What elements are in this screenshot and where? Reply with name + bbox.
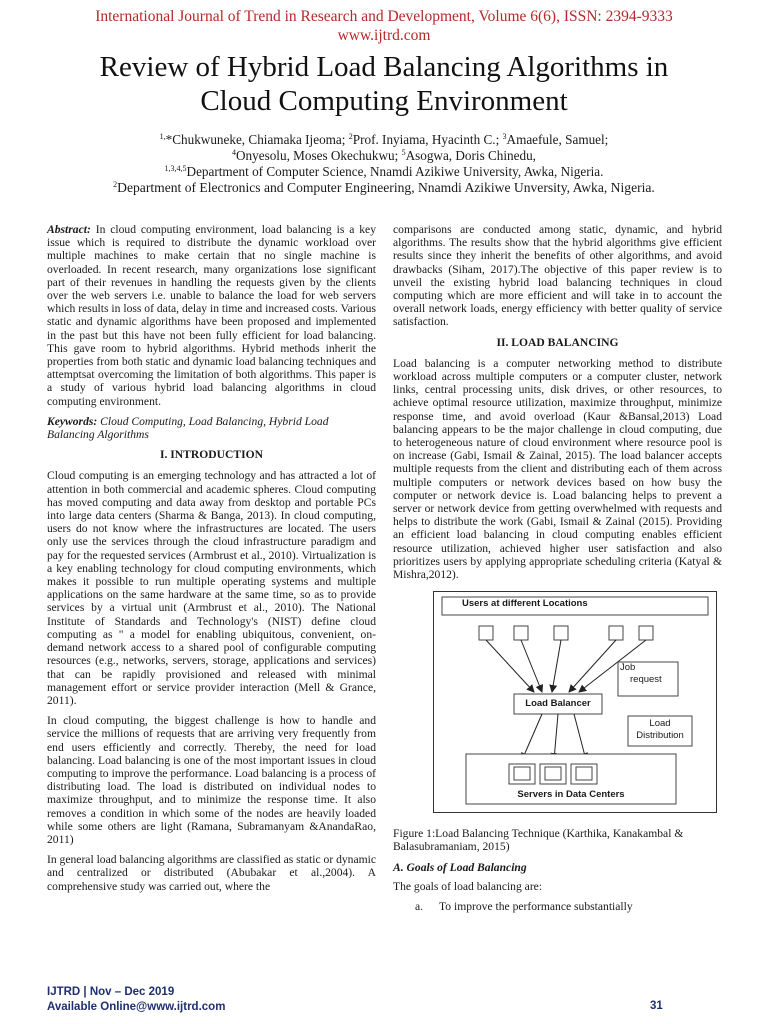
affiliation-2: $^2$Department of Electronics and Computer Engineering, Nnamdi Azikiwe Unversity, Awka, Nigeria. <box>113 180 655 195</box>
distribution-arrow <box>554 714 558 760</box>
users-label: Users at different Locations <box>462 598 588 610</box>
user-node <box>554 626 568 640</box>
servers-label: Servers in Data Centers <box>517 789 625 801</box>
title-line-1: Review of Hybrid Load Balancing Algorithms in <box>99 51 669 83</box>
intro-paragraph-1: Cloud computing is an emerging technology and has attracted a lot of attention in both commercial and academic spheres. Cloud computing has moved computing and data away from desktop and portable PCs into large data centers (Sharma & Banga, 2013). In cloud computing, users do not know where the infrastructures are located. The users only use the services through the cloud infrastructure paradigm and pay for the requested services (Armbrust et al., 2010). Virtualization is a key enabling technology for cloud computing environments, which makes it possible to run multiple operating systems and multiple applications on the same hardware at the same time, so as to provide services by a virtual unit (Armbrust et al., 2010). The National Institute of Standards and Technology's (NIST) define cloud computing as " a model for enabling ubiquitous, convenient, on-demand network access to a shared pool of configurable computing resources (e.g., networks, servers, storage, applications and services) that can be rapidly provisioned and released with minimal management effort or service provider interaction (Mell & Grance, 2011). <box>47 469 376 707</box>
load-distribution-label: Load Distribution <box>636 718 684 742</box>
title-line-2: Cloud Computing Environment <box>200 85 568 117</box>
footer-issue: IJTRD | Nov – Dec 2019 <box>47 986 175 998</box>
user-node <box>639 626 653 640</box>
load-balancer-label: Load Balancer <box>525 698 591 710</box>
user-node <box>514 626 528 640</box>
user-node <box>609 626 623 640</box>
section-heading-introduction: I. INTRODUCTION <box>159 448 264 462</box>
request-arrow <box>521 640 542 692</box>
request-arrow <box>569 640 616 692</box>
intro-paragraph-continued: comparisons are conducted among static, dynamic, and hybrid algorithms. The results show that the hybrid algorithms give efficient results since they inherit the benefits of other algorithms, and avoid drawbacks (Siham, 2017).The objective of this paper review is to unveil the existing hybrid load balancing techniques in cloud computing which are more efficient and will take in to account the overall network loads, energy efficiency with better quality of service satisfaction. <box>393 223 722 329</box>
page-number: 31 <box>650 1000 663 1012</box>
left-column <box>47 223 376 900</box>
distribution-arrow <box>574 714 586 760</box>
intro-paragraph-2: In cloud computing, the biggest challenge is how to handle and service the millions of requests that are arriving very frequently from end users efficiently and correctly. Thereby, the need for load balancing. Load balancing is one of the most important issues in cloud computing to improve the performance. Load balancing is a process of distributing load. The load is distributed on individual nodes to maximize throughput, and to minimize the response time. It also removes a condition in which some of the nodes are heavily loaded while some others are light (Ramana, Subramanyam &AnandaRao, 2011) <box>47 714 376 846</box>
author-block <box>0 132 768 196</box>
load-balancing-paragraph: Load balancing is a computer networking method to distribute workload across multiple computers or a computer cluster, network links, central processing units, disk drives, or other resources, to achieve optimal resource utilization, maximize throughput, minimize response time, and avoid overload (Kaur &Bansal,2013) Load balancing appears to be the major challenge in cloud computing, due to heterogeneous nature of cloud environment where resource pool is on increase (Gabi, Ismail & Zainal, 2015). The load balancer accepts multiple requests from the client and distributing each of them across multiple computers or network devices based on how busy the computer or network device is. Load balancing helps to prevent a server or network device from getting overwhelmed with requests and helps to distribute the work (Gabi, Ismail & Zainal (2015). Providing an efficient load balancing in cloud computing enables efficient resource utilization, achieved higher user satisfaction and also prioritizes users by applying appropriate scheduling criteria (Katyal & Mishra,2012). <box>393 356 722 582</box>
request-arrow <box>552 640 561 692</box>
request-arrow <box>486 640 534 692</box>
journal-header: International Journal of Trend in Research and Development, Volume 6(6), ISSN: 2394-9333 <box>95 8 673 25</box>
section-heading-load-balancing: II. LOAD BALANCING <box>496 335 619 349</box>
load-balancing-figure <box>433 591 717 813</box>
user-node <box>479 626 493 640</box>
job-request-label: Job request <box>620 662 662 686</box>
affiliation-1: $^{1,3,4,5}$Department of Computer Science, Nnamdi Azikiwe University, Awka, Nigeria. <box>164 164 604 179</box>
goal-list-item: a. To improve the performance substantially <box>415 900 633 914</box>
footer-online[interactable]: Available Online@www.ijtrd.com <box>47 1001 226 1013</box>
figure-caption: Figure 1:Load Balancing Technique (Karthika, Kanakambal & Balasubramaniam, 2015) <box>393 827 684 854</box>
abstract: Abstract: In cloud computing environment, load balancing is a key issue which is required to distribute the dynamic workload over multiple machines to make certain that no single machine is overloaded. In recent research, many organizations lose significant part of their revenues in handling the requests given by the clients over the web servers i.e. unable to balance the load for web servers which results in loss of data, delay in time and increased costs. Various static and dynamic algorithms have been proposed and implemented in the past but this have not been fully efficient for load balancing. This gave room to hybrid algorithms. Hybrid methods inherit the properties from both static and dynamic load balancing techniques and attemptsat overcoming the limitation of both algorithms. This paper is a study of various hybrid load balancing algorithms in cloud computing environment. <box>47 223 376 408</box>
right-column <box>393 223 722 913</box>
author-line-2: $^4$Onyesolu, Moses Okechukwu; $^5$Asogwa, Doris Chinedu, <box>232 148 536 163</box>
distribution-arrow <box>522 714 542 760</box>
footer <box>47 985 225 1015</box>
author-line-1: $^{1,}$*Chukwuneke, Chiamaka Ijeoma; $^2$Prof. Inyiama, Hyacinth C.; $^3$Amaefule, Samuel; <box>159 132 609 147</box>
subsection-heading-goals: A. Goals of Load Balancing <box>393 860 527 874</box>
intro-paragraph-3: In general load balancing algorithms are classified as static or dynamic and centralized or distributed (Abubakar et al.,2004). A comprehensive study was carried out, where the <box>47 853 377 893</box>
journal-website[interactable]: www.ijtrd.com <box>337 27 431 44</box>
paper-title <box>0 50 768 118</box>
goals-intro: The goals of load balancing are: <box>393 879 543 893</box>
keywords: Keywords: Cloud Computing, Load Balancing, Hybrid Load Balancing Algorithms <box>47 414 329 442</box>
